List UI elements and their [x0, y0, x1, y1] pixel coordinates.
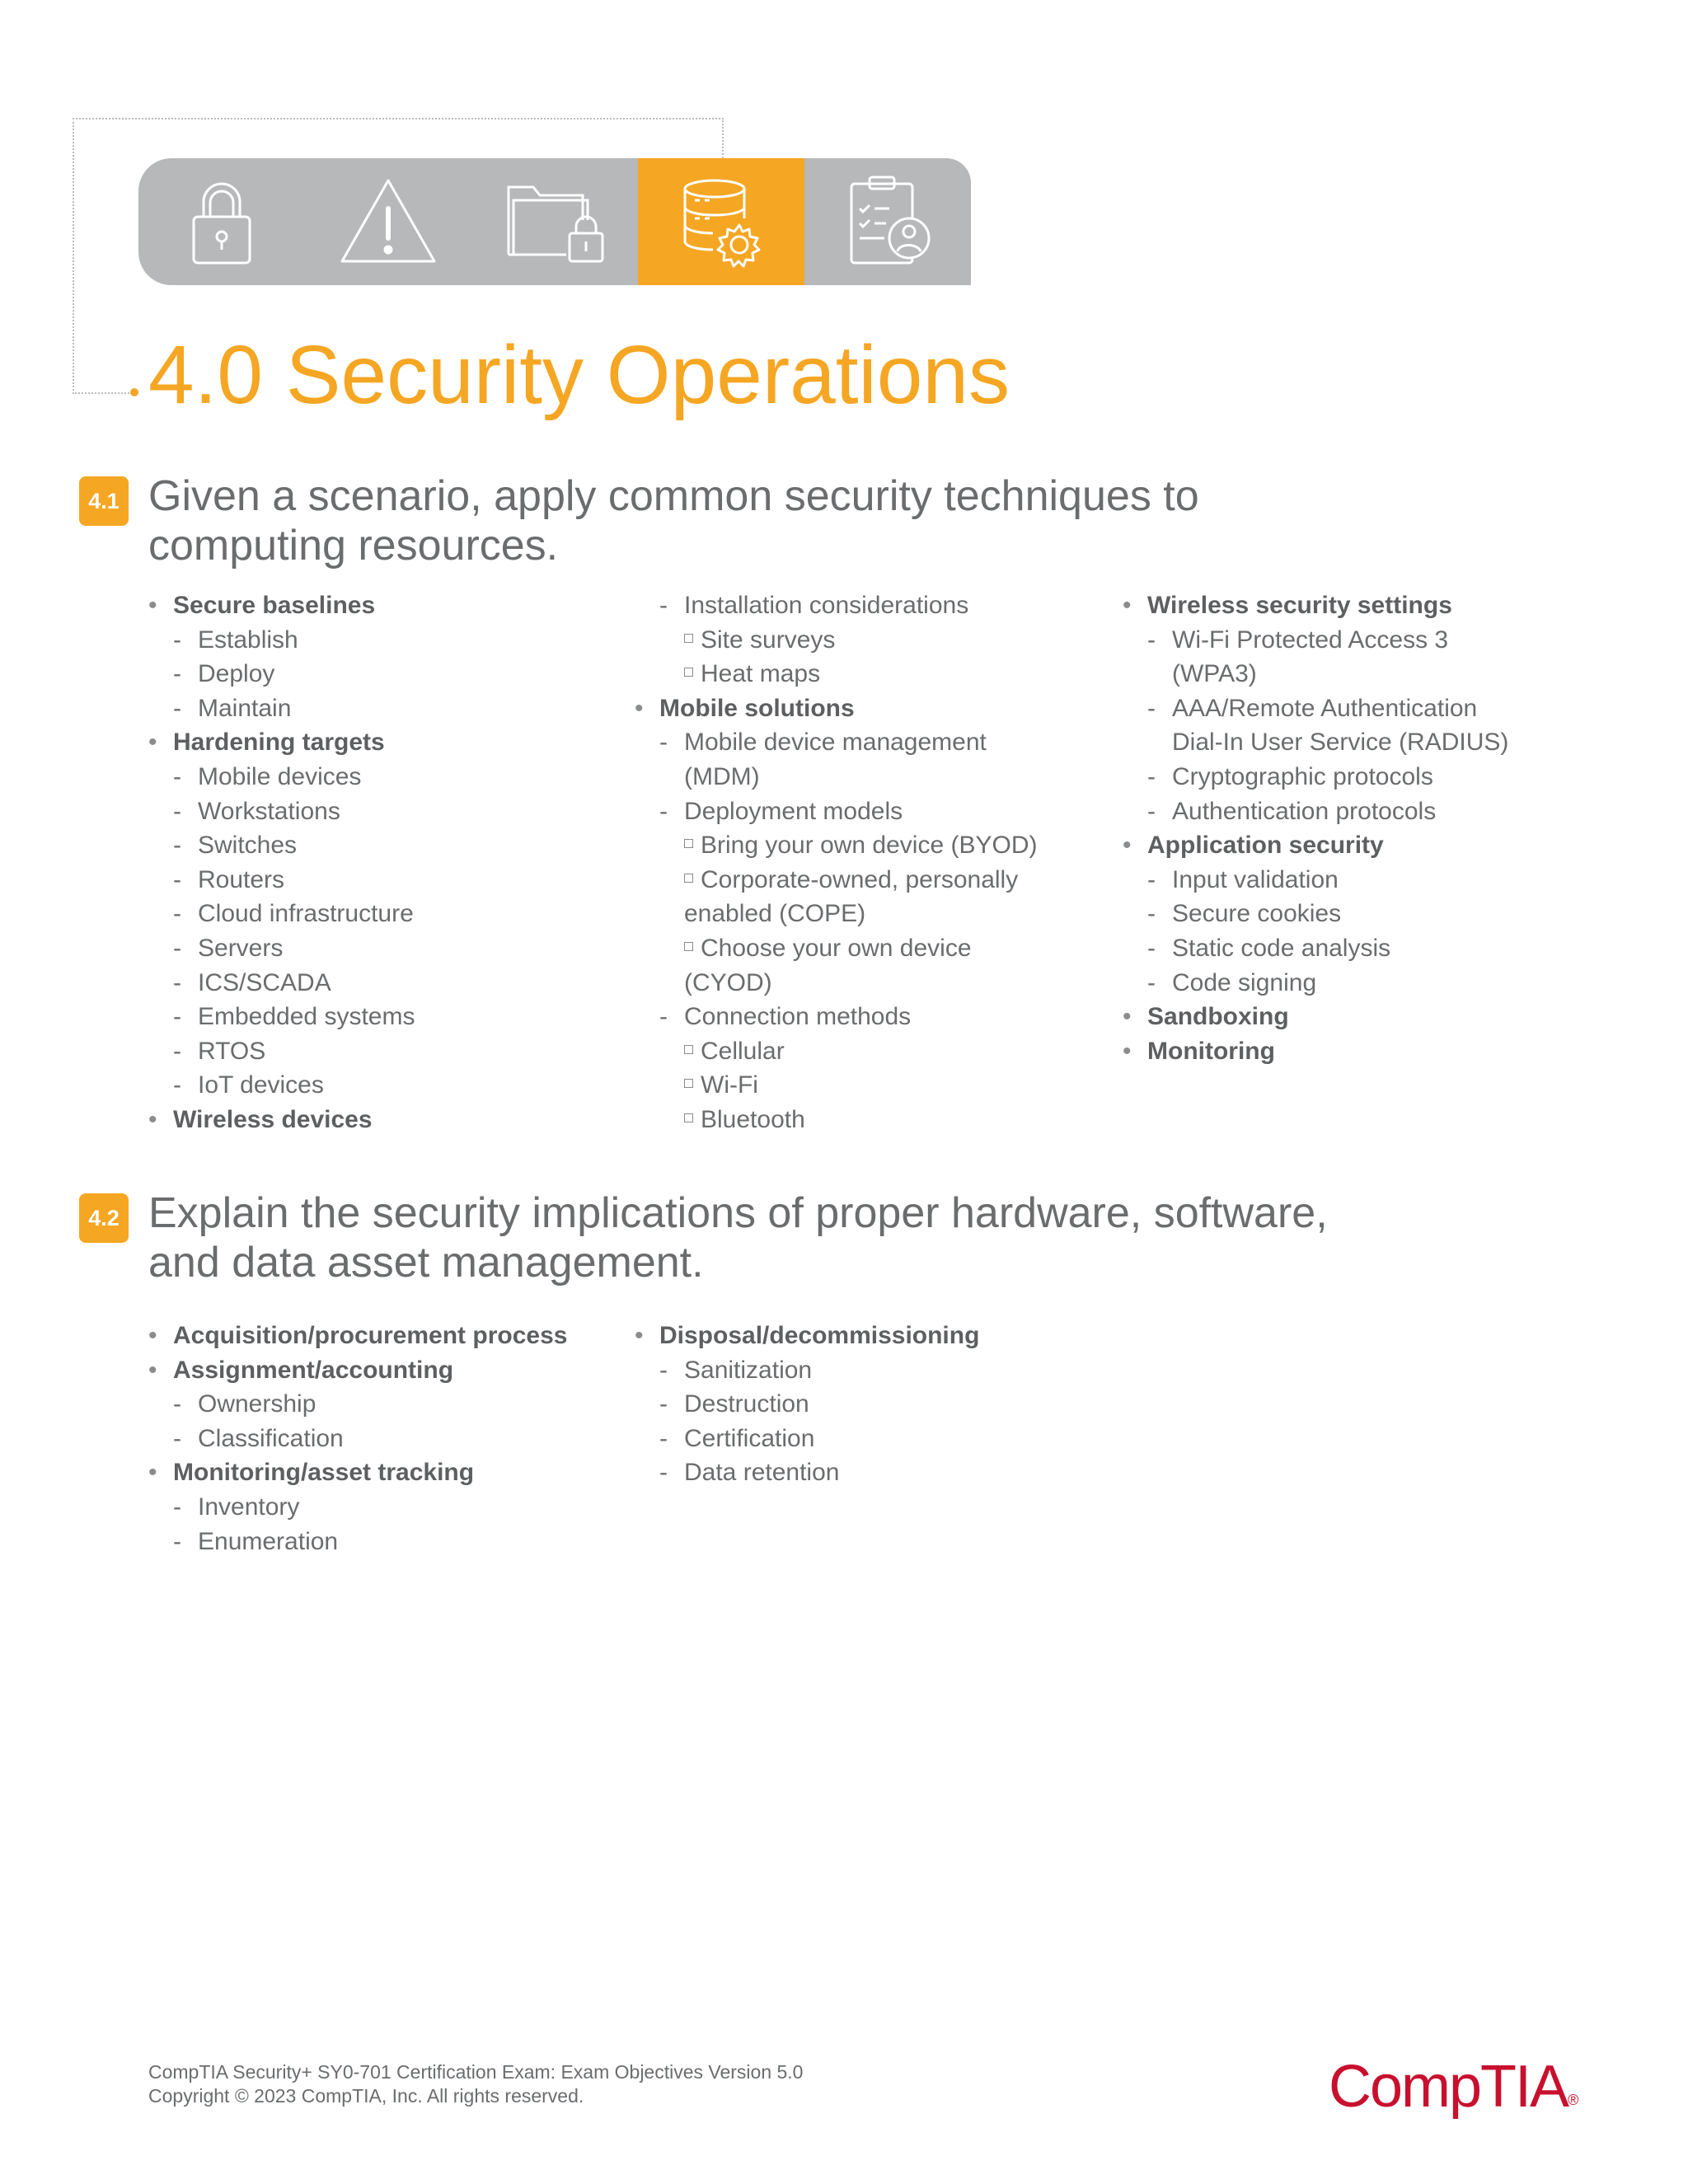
objective-sub-bullet — [635, 931, 1038, 966]
objective-bullet — [148, 1103, 415, 1137]
bullet-text: Routers — [198, 865, 285, 893]
objective-sub-bullet — [1123, 760, 1508, 794]
bullet-text: Connection methods — [684, 1003, 912, 1031]
objective-bullet — [148, 725, 415, 760]
objective-sub-bullet — [148, 1490, 567, 1525]
objective-sub-bullet — [148, 1034, 415, 1069]
bullet-text: Bring your own device (BYOD) — [701, 832, 1038, 860]
bullet-text: Wireless devices — [173, 1105, 373, 1133]
objective-4-1-column-3 — [1123, 588, 1508, 1068]
objective-sub-bullet — [148, 863, 415, 898]
objective-sub-bullet — [635, 863, 1038, 898]
square-bullet-icon — [684, 1113, 693, 1122]
bullet-text: Assignment/accounting — [173, 1356, 454, 1384]
bullet-text: (MDM) — [684, 762, 760, 790]
objective-4-2-column-2 — [635, 1319, 979, 1490]
objective-heading-4-1 — [148, 471, 1566, 570]
bullet-text: Heat maps — [701, 660, 821, 688]
objective-heading-4-2 — [148, 1188, 1566, 1287]
bullet-text: Monitoring — [1147, 1037, 1275, 1065]
objective-bullet — [148, 1319, 567, 1353]
objective-bullet-continuation — [635, 966, 1038, 1001]
bullet-text: Enumeration — [198, 1527, 339, 1555]
heading-line: Given a scenario, apply common security techniques to — [148, 472, 1199, 520]
heading-line: and data asset management. — [148, 1239, 704, 1286]
bullet-text: Secure baselines — [173, 592, 376, 619]
objective-bullet — [635, 691, 1038, 726]
bullet-text: Mobile devices — [198, 762, 362, 790]
bullet-text: Mobile device management — [684, 729, 987, 757]
bullet-text: Monitoring/asset tracking — [173, 1459, 475, 1487]
objective-sub-bullet — [635, 657, 1038, 691]
bullet-text: Deploy — [198, 660, 275, 688]
bullet-text: ICS/SCADA — [198, 968, 331, 996]
objective-sub-bullet — [148, 828, 415, 863]
objective-bullet — [148, 588, 415, 623]
objective-sub-bullet — [635, 1068, 1038, 1103]
objective-sub-bullet — [635, 794, 1038, 829]
bullet-text: Data retention — [684, 1459, 840, 1487]
objective-bullet — [1123, 588, 1508, 623]
bullet-text: Maintain — [198, 694, 292, 722]
objective-sub-bullet — [635, 623, 1038, 658]
objective-badge-4-2: 4.2 — [79, 1193, 129, 1243]
bullet-text: Embedded systems — [198, 1003, 415, 1031]
bullet-text: Wi-Fi Protected Access 3 — [1172, 626, 1449, 654]
decorative-frame-bottom — [73, 392, 132, 394]
decorative-frame-right — [722, 118, 724, 161]
comptia-logo — [1329, 2054, 1579, 2120]
square-bullet-icon — [684, 839, 693, 848]
objective-sub-bullet — [148, 931, 415, 966]
objective-bullet — [148, 1455, 567, 1490]
objective-sub-bullet — [148, 623, 415, 658]
bullet-text: Classification — [198, 1424, 344, 1452]
objective-sub-bullet — [635, 1000, 1038, 1034]
bullet-text: Wi-Fi — [701, 1071, 758, 1099]
bullet-text: Choose your own device — [701, 934, 972, 962]
bullet-text: Inventory — [198, 1493, 300, 1521]
bullet-text: Workstations — [198, 797, 340, 825]
objective-sub-bullet — [1123, 623, 1508, 658]
square-bullet-icon — [684, 1079, 693, 1088]
objective-sub-bullet — [635, 1103, 1038, 1137]
objective-sub-bullet — [635, 725, 1038, 760]
objective-sub-bullet — [635, 1455, 979, 1490]
objective-sub-bullet — [1123, 897, 1508, 931]
bullet-text: Acquisition/procurement process — [173, 1322, 568, 1349]
objective-sub-bullet — [635, 1034, 1038, 1069]
bullet-text: Cloud infrastructure — [198, 900, 414, 928]
bullet-text: Destruction — [684, 1390, 809, 1418]
bullet-text: Secure cookies — [1172, 900, 1342, 928]
objective-sub-bullet — [148, 966, 415, 1001]
bullet-text: Cryptographic protocols — [1172, 762, 1433, 790]
bullet-text: Input validation — [1172, 865, 1339, 893]
database-gear-icon — [638, 158, 804, 285]
bullet-text: Disposal/decommissioning — [659, 1322, 980, 1349]
bullet-text: (CYOD) — [684, 968, 772, 996]
square-bullet-icon — [684, 668, 693, 677]
objective-sub-bullet — [148, 1422, 567, 1456]
objective-sub-bullet — [148, 794, 415, 829]
bullet-text: RTOS — [198, 1037, 266, 1065]
bullet-text: Site surveys — [701, 626, 836, 654]
square-bullet-icon — [684, 874, 693, 883]
bullet-text: Sanitization — [684, 1356, 813, 1384]
bullet-text: Installation considerations — [684, 592, 969, 619]
objective-sub-bullet — [1123, 966, 1508, 1001]
objective-sub-bullet — [635, 1422, 979, 1456]
objective-sub-bullet — [148, 1387, 567, 1422]
bullet-text: Application security — [1147, 832, 1384, 860]
bullet-text: Authentication protocols — [1172, 797, 1437, 825]
objective-sub-bullet — [148, 657, 415, 691]
bullet-text: enabled (COPE) — [684, 900, 866, 928]
objective-sub-bullet — [148, 897, 415, 931]
bullet-text: Bluetooth — [701, 1105, 805, 1133]
logo-registered-mark: ® — [1568, 2092, 1579, 2108]
bullet-text: IoT devices — [198, 1071, 324, 1099]
bullet-text: Deployment models — [684, 797, 903, 825]
bullet-text: Sandboxing — [1147, 1003, 1289, 1031]
locked-folder-icon — [471, 158, 638, 285]
objective-bullet-continuation — [635, 760, 1038, 794]
objective-bullet — [1123, 1000, 1508, 1034]
bullet-text: Switches — [198, 832, 298, 860]
objective-sub-bullet — [1123, 794, 1508, 829]
bullet-text: Certification — [684, 1424, 815, 1452]
objective-4-1-column-2 — [635, 588, 1038, 1137]
bullet-text: Mobile solutions — [659, 694, 855, 722]
bullet-text: Dial-In User Service (RADIUS) — [1172, 729, 1509, 757]
square-bullet-icon — [684, 1045, 693, 1054]
objective-sub-bullet — [1123, 691, 1508, 726]
objective-sub-bullet — [635, 1353, 979, 1388]
bullet-text: AAA/Remote Authentication — [1172, 694, 1478, 722]
bullet-text: Cellular — [701, 1037, 785, 1065]
objective-bullet-continuation — [1123, 725, 1508, 760]
warning-icon — [305, 158, 471, 285]
objective-sub-bullet — [148, 691, 415, 726]
objective-sub-bullet — [148, 1000, 415, 1034]
objective-badge-4-1: 4.1 — [79, 476, 129, 526]
heading-line: Explain the security implications of proper hardware, software, — [148, 1189, 1328, 1237]
objective-sub-bullet — [635, 1387, 979, 1422]
objective-4-2-column-1 — [148, 1319, 567, 1558]
domain-icon-bar — [138, 158, 971, 285]
heading-line: computing resources. — [148, 522, 559, 569]
bullet-text: Establish — [198, 626, 298, 654]
objective-sub-bullet — [148, 760, 415, 794]
bullet-text: Servers — [198, 934, 284, 962]
objective-bullet-continuation — [1123, 657, 1508, 691]
footer-copyright-line: Copyright © 2023 CompTIA, Inc. All rights reserved. — [148, 2085, 584, 2107]
objective-bullet — [1123, 1034, 1508, 1069]
lock-icon — [138, 158, 305, 285]
objective-sub-bullet — [635, 588, 1038, 623]
bullet-text: Corporate-owned, personally — [701, 865, 1019, 893]
objective-bullet-continuation — [635, 897, 1038, 931]
square-bullet-icon — [684, 634, 693, 643]
objective-4-1-column-1 — [148, 588, 415, 1137]
objective-bullet — [148, 1353, 567, 1388]
objective-sub-bullet — [148, 1068, 415, 1103]
objective-bullet — [635, 1319, 979, 1353]
bullet-text: Ownership — [198, 1390, 316, 1418]
objective-sub-bullet — [635, 828, 1038, 863]
bullet-text: Wireless security settings — [1147, 592, 1452, 619]
footer — [148, 2060, 803, 2108]
bullet-text: Hardening targets — [173, 729, 385, 757]
objective-sub-bullet — [1123, 931, 1508, 966]
objective-sub-bullet — [1123, 863, 1508, 898]
page-title: 4.0 Security Operations — [148, 329, 1010, 421]
square-bullet-icon — [684, 942, 693, 951]
logo-text: CompTIA — [1329, 2054, 1568, 2120]
bullet-text: (WPA3) — [1172, 660, 1257, 688]
objective-bullet — [1123, 828, 1508, 863]
bullet-text: Code signing — [1172, 968, 1317, 996]
objective-sub-bullet — [148, 1525, 567, 1559]
clipboard-user-icon — [804, 158, 971, 285]
bullet-text: Static code analysis — [1172, 934, 1391, 962]
frame-dot — [130, 388, 138, 396]
footer-exam-line: CompTIA Security+ SY0-701 Certification Exam: Exam Objectives Version 5.0 — [148, 2061, 804, 2083]
